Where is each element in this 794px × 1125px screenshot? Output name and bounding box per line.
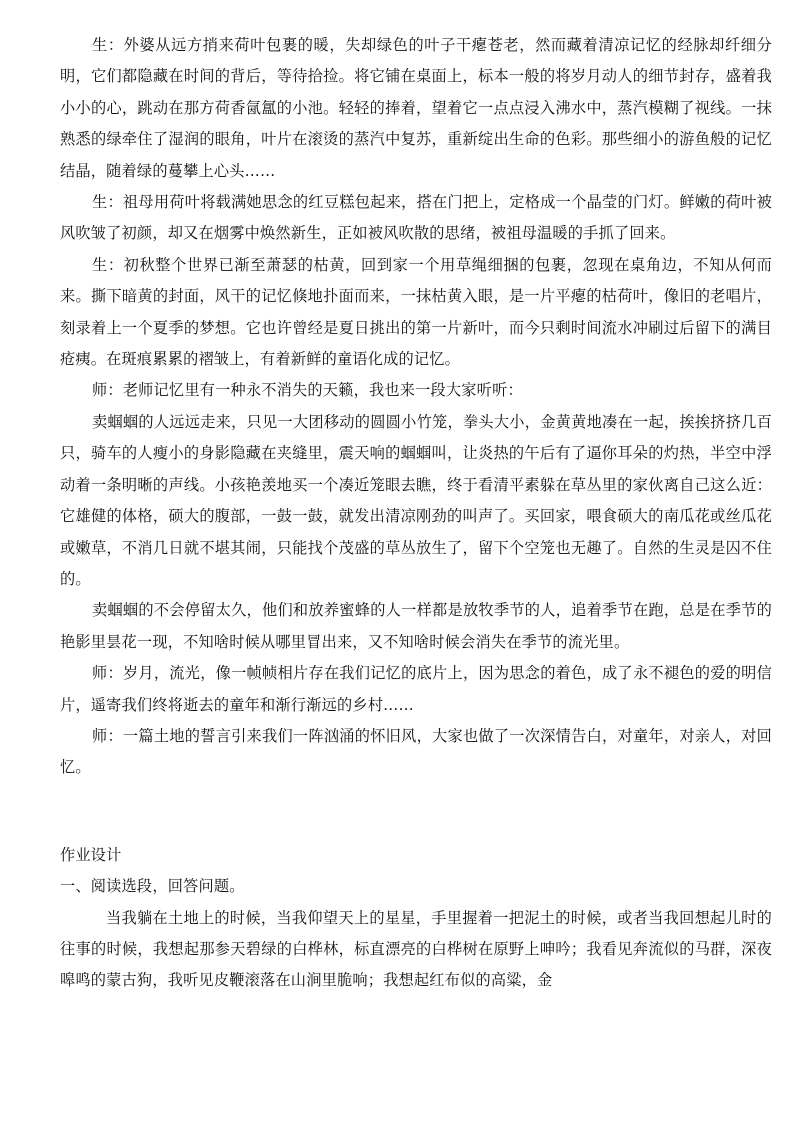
section-spacer <box>60 784 772 840</box>
homework-excerpt: 当我躺在土地上的时候，当我仰望天上的星星，手里握着一把泥土的时候，或者当我回想起儿时的往事的时候，我想起那参天碧绿的白桦林，标直漂亮的白桦树在原野上呻吟；我看见奔流似的马群，深夜嗥鸣的蒙古狗，我听见皮鞭滚落在山涧里脆响；我想起红布似的高粱，金 <box>60 908 772 990</box>
paragraph-cricket-seller-1: 卖蝈蝈的人远远走来，只见一大团移动的圆圆小竹笼，拳头大小，金黄黄地凑在一起，挨挨挤挤几百只，骑车的人瘦小的身影隐藏在夹缝里，震天响的蝈蝈叫，让炎热的午后有了逼你耳朵的灼热，半空中浮动着一条明晰的声线。小孩艳羡地买一个凑近笼眼去瞧，终于看清平素躲在草丛里的家伙离自己这么近：它雄健的体格，硕大的腹部，一鼓一鼓，就发出清凉刚劲的叫声了。买回家，喂食硕大的南瓜花或丝瓜花或嫩草，不消几日就不堪其闹，只能找个茂盛的草丛放生了，留下个空笼也无趣了。自然的生灵是囚不住的。 <box>60 412 772 588</box>
paragraph-teacher-2: 师：岁月，流光，像一帧帧相片存在我们记忆的底片上，因为思念的着色，成了永不褪色的爱的明信片，遥寄我们终将逝去的童年和渐行渐远的乡村…… <box>60 664 772 714</box>
paragraph-teacher-3: 师：一篇土地的誓言引来我们一阵汹涌的怀旧风，大家也做了一次深情告白，对童年，对亲人，对回忆。 <box>60 726 772 777</box>
paragraph-student-2: 生：祖母用荷叶将载满她思念的红豆糕包起来，搭在门把上，定格成一个晶莹的门灯。鲜嫩的荷叶被风吹皱了初颜，却又在烟雾中焕然新生，正如被风吹散的思绪，被祖母温暖的手抓了回来。 <box>60 193 772 243</box>
document-page <box>60 30 772 997</box>
homework-section-heading: 一、阅读选段，回答问题。 <box>60 877 245 896</box>
homework-title: 作业设计 <box>60 845 122 864</box>
paragraph-student-1: 生：外婆从远方捎来荷叶包裹的暖，失却绿色的叶子干瘪苍老，然而藏着清凉记忆的经脉却纤细分明，它们都隐藏在时间的背后，等待拾捡。将它铺在桌面上，标本一般的将岁月动人的细节封存，盛着我小小的心，跳动在那方荷香氤氲的小池。轻轻的捧着，望着它一点点浸入沸水中，蒸汽模糊了视线。一抹熟悉的绿牵住了湿润的眼角，叶片在滚烫的蒸汽中复苏，重新绽出生命的色彩。那些细小的游鱼般的记忆结晶，随着绿的蔓攀上心头…… <box>60 36 772 180</box>
paragraph-student-3: 生：初秋整个世界已渐至萧瑟的枯黄，回到家一个用草绳细捆的包裹，忽现在桌角边，不知从何而来。撕下暗黄的封面，风干的记忆倏地扑面而来，一抹枯黄入眼，是一片平瘪的枯荷叶，像旧的老唱片，刻录着上一个夏季的梦想。它也许曾经是夏日挑出的第一片新叶，而今只剩时间流水冲刷过后留下的满目疮痍。在斑痕累累的褶皱上，有着新鲜的童语化成的记忆。 <box>60 255 772 369</box>
paragraph-teacher-intro: 师：老师记忆里有一种永不消失的天籁，我也来一段大家听听： <box>92 381 523 400</box>
paragraph-cricket-seller-2: 卖蝈蝈的不会停留太久，他们和放养蜜蜂的人一样都是放牧季节的人，追着季节在跑，总是在季节的艳影里昙花一现，不知啥时候从哪里冒出来，又不知啥时候会消失在季节的流光里。 <box>60 601 772 651</box>
